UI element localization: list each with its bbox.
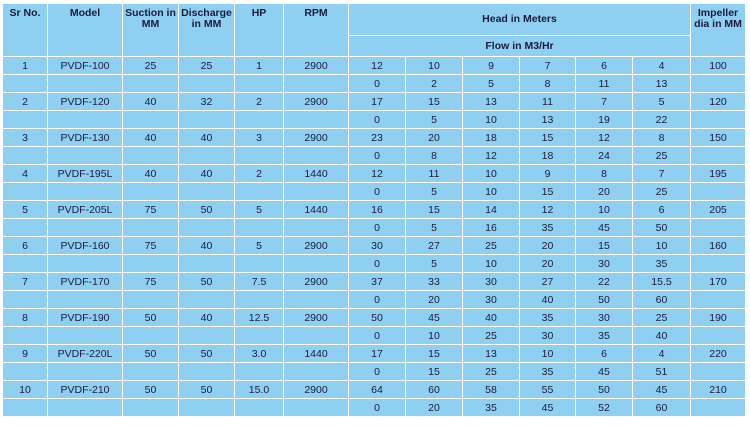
discharge-cell: 32 (179, 93, 235, 111)
empty-cell (3, 111, 48, 129)
table-row-flow (3, 147, 746, 165)
rpm-cell: 2900 (284, 273, 349, 291)
discharge-cell: 50 (179, 345, 235, 363)
empty-cell (3, 219, 48, 237)
discharge-cell: 40 (179, 237, 235, 255)
empty-cell (3, 363, 48, 381)
empty-cell (235, 75, 284, 93)
head-value-cell: 9 (520, 165, 576, 183)
table-row-flow (3, 183, 746, 201)
empty-cell (235, 327, 284, 345)
head-value-cell: 12 (576, 129, 633, 147)
flow-value-cell: 13 (520, 111, 576, 129)
empty-cell (179, 111, 235, 129)
discharge-cell: 50 (179, 381, 235, 399)
head-value-cell: 11 (520, 93, 576, 111)
impeller-cell: 100 (691, 57, 746, 75)
head-value-cell: 15 (576, 237, 633, 255)
head-value-cell: 15 (406, 93, 463, 111)
flow-value-cell: 19 (576, 111, 633, 129)
head-value-cell: 10 (463, 165, 520, 183)
discharge-cell: 50 (179, 201, 235, 219)
flow-value-cell: 18 (520, 147, 576, 165)
head-value-cell: 23 (349, 129, 406, 147)
flow-value-cell: 40 (520, 291, 576, 309)
head-value-cell: 58 (463, 381, 520, 399)
head-value-cell: 20 (406, 129, 463, 147)
head-value-cell: 25 (633, 309, 691, 327)
flow-value-cell: 40 (633, 327, 691, 345)
head-value-cell: 9 (463, 57, 520, 75)
model-cell: PVDF-100 (48, 57, 123, 75)
head-value-cell: 30 (349, 237, 406, 255)
head-value-cell: 6 (576, 345, 633, 363)
hp-cell: 5 (235, 237, 284, 255)
flow-value-cell: 10 (463, 111, 520, 129)
head-value-cell: 11 (406, 165, 463, 183)
discharge-cell: 40 (179, 129, 235, 147)
table-row-flow (3, 399, 746, 417)
head-value-cell: 50 (349, 309, 406, 327)
flow-value-cell: 25 (463, 327, 520, 345)
empty-cell (3, 183, 48, 201)
empty-cell (691, 183, 746, 201)
empty-cell (284, 75, 349, 93)
suction-cell: 50 (123, 309, 179, 327)
flow-value-cell: 15 (520, 183, 576, 201)
discharge-cell: 40 (179, 309, 235, 327)
empty-cell (48, 75, 123, 93)
empty-cell (691, 147, 746, 165)
flow-value-cell: 60 (633, 291, 691, 309)
pump-spec-table (2, 3, 746, 417)
rpm-cell: 2900 (284, 237, 349, 255)
flow-value-cell: 20 (406, 291, 463, 309)
empty-cell (691, 255, 746, 273)
impeller-cell: 150 (691, 129, 746, 147)
flow-value-cell: 5 (463, 75, 520, 93)
flow-value-cell: 35 (633, 255, 691, 273)
empty-cell (284, 111, 349, 129)
empty-cell (3, 327, 48, 345)
table-row-flow (3, 75, 746, 93)
flow-value-cell: 15 (406, 363, 463, 381)
hp-cell: 5 (235, 201, 284, 219)
head-value-cell: 20 (520, 237, 576, 255)
flow-value-cell: 0 (349, 255, 406, 273)
flow-value-cell: 10 (406, 327, 463, 345)
model-cell: PVDF-160 (48, 237, 123, 255)
empty-cell (3, 255, 48, 273)
head-value-cell: 25 (463, 237, 520, 255)
empty-cell (48, 111, 123, 129)
table-row (3, 93, 746, 111)
table-row (3, 273, 746, 291)
impeller-cell: 220 (691, 345, 746, 363)
flow-value-cell: 25 (633, 183, 691, 201)
empty-cell (284, 399, 349, 417)
head-value-cell: 10 (406, 57, 463, 75)
head-value-cell: 37 (349, 273, 406, 291)
header-hp: HP (235, 4, 284, 57)
empty-cell (235, 219, 284, 237)
flow-value-cell: 5 (406, 111, 463, 129)
head-value-cell: 55 (520, 381, 576, 399)
impeller-cell: 195 (691, 165, 746, 183)
flow-value-cell: 45 (576, 219, 633, 237)
sr-no-cell: 6 (3, 237, 48, 255)
flow-value-cell: 52 (576, 399, 633, 417)
table-row (3, 237, 746, 255)
empty-cell (3, 75, 48, 93)
hp-cell: 2 (235, 165, 284, 183)
head-value-cell: 10 (520, 345, 576, 363)
suction-cell: 50 (123, 345, 179, 363)
head-value-cell: 33 (406, 273, 463, 291)
table-row-flow (3, 291, 746, 309)
empty-cell (235, 363, 284, 381)
empty-cell (179, 255, 235, 273)
discharge-cell: 40 (179, 165, 235, 183)
empty-cell (179, 399, 235, 417)
head-value-cell: 12 (520, 201, 576, 219)
empty-cell (284, 255, 349, 273)
head-value-cell: 10 (633, 237, 691, 255)
empty-cell (284, 291, 349, 309)
flow-value-cell: 8 (406, 147, 463, 165)
head-value-cell: 15 (406, 201, 463, 219)
head-value-cell: 4 (633, 57, 691, 75)
flow-value-cell: 20 (520, 255, 576, 273)
flow-value-cell: 30 (576, 255, 633, 273)
sr-no-cell: 9 (3, 345, 48, 363)
rpm-cell: 2900 (284, 381, 349, 399)
table-row-flow (3, 363, 746, 381)
header-impeller-dia: Impeller dia in MM (691, 4, 746, 57)
empty-cell (235, 183, 284, 201)
flow-value-cell: 24 (576, 147, 633, 165)
flow-value-cell: 0 (349, 363, 406, 381)
flow-value-cell: 5 (406, 255, 463, 273)
hp-cell: 7.5 (235, 273, 284, 291)
head-value-cell: 64 (349, 381, 406, 399)
empty-cell (48, 363, 123, 381)
table-row (3, 165, 746, 183)
empty-cell (3, 399, 48, 417)
empty-cell (123, 327, 179, 345)
empty-cell (3, 291, 48, 309)
head-value-cell: 16 (349, 201, 406, 219)
empty-cell (284, 147, 349, 165)
flow-value-cell: 35 (576, 327, 633, 345)
table-row-flow (3, 327, 746, 345)
suction-cell: 25 (123, 57, 179, 75)
header-suction: Suction in MM (123, 4, 179, 57)
impeller-cell: 160 (691, 237, 746, 255)
empty-cell (179, 183, 235, 201)
flow-value-cell: 11 (576, 75, 633, 93)
head-value-cell: 30 (576, 309, 633, 327)
model-cell: PVDF-220L (48, 345, 123, 363)
empty-cell (284, 183, 349, 201)
table-row (3, 201, 746, 219)
hp-cell: 3 (235, 129, 284, 147)
empty-cell (123, 183, 179, 201)
flow-value-cell: 10 (463, 255, 520, 273)
model-cell: PVDF-205L (48, 201, 123, 219)
empty-cell (691, 363, 746, 381)
sr-no-cell: 8 (3, 309, 48, 327)
head-value-cell: 7 (520, 57, 576, 75)
table-row (3, 57, 746, 75)
suction-cell: 40 (123, 93, 179, 111)
flow-value-cell: 50 (576, 291, 633, 309)
hp-cell: 15.0 (235, 381, 284, 399)
empty-cell (3, 147, 48, 165)
head-value-cell: 17 (349, 93, 406, 111)
flow-value-cell: 35 (520, 219, 576, 237)
sr-no-cell: 4 (3, 165, 48, 183)
flow-value-cell: 30 (520, 327, 576, 345)
rpm-cell: 2900 (284, 129, 349, 147)
empty-cell (284, 219, 349, 237)
empty-cell (179, 219, 235, 237)
head-value-cell: 6 (633, 201, 691, 219)
head-value-cell: 22 (576, 273, 633, 291)
flow-value-cell: 5 (406, 219, 463, 237)
flow-value-cell: 0 (349, 147, 406, 165)
head-value-cell: 8 (633, 129, 691, 147)
rpm-cell: 2900 (284, 93, 349, 111)
header-sr-no: Sr No. (3, 4, 48, 57)
empty-cell (123, 399, 179, 417)
sr-no-cell: 1 (3, 57, 48, 75)
empty-cell (691, 399, 746, 417)
flow-value-cell: 20 (576, 183, 633, 201)
empty-cell (123, 255, 179, 273)
sr-no-cell: 10 (3, 381, 48, 399)
header-discharge: Discharge in MM (179, 4, 235, 57)
empty-cell (179, 291, 235, 309)
model-cell: PVDF-120 (48, 93, 123, 111)
flow-value-cell: 10 (463, 183, 520, 201)
model-cell: PVDF-190 (48, 309, 123, 327)
header-rpm: RPM (284, 4, 349, 57)
head-value-cell: 6 (576, 57, 633, 75)
flow-value-cell: 45 (520, 399, 576, 417)
header-head-in-meters: Head in Meters (349, 4, 691, 36)
model-cell: PVDF-170 (48, 273, 123, 291)
flow-value-cell: 5 (406, 183, 463, 201)
flow-value-cell: 20 (406, 399, 463, 417)
empty-cell (123, 219, 179, 237)
empty-cell (179, 327, 235, 345)
empty-cell (48, 291, 123, 309)
empty-cell (284, 327, 349, 345)
flow-value-cell: 25 (633, 147, 691, 165)
head-value-cell: 12 (349, 165, 406, 183)
head-value-cell: 45 (406, 309, 463, 327)
impeller-cell: 120 (691, 93, 746, 111)
sr-no-cell: 7 (3, 273, 48, 291)
head-value-cell: 40 (463, 309, 520, 327)
head-value-cell: 60 (406, 381, 463, 399)
head-value-cell: 15 (406, 345, 463, 363)
head-value-cell: 27 (406, 237, 463, 255)
sr-no-cell: 3 (3, 129, 48, 147)
head-value-cell: 50 (576, 381, 633, 399)
empty-cell (691, 327, 746, 345)
head-value-cell: 15.5 (633, 273, 691, 291)
table-row (3, 345, 746, 363)
suction-cell: 75 (123, 237, 179, 255)
empty-cell (123, 363, 179, 381)
head-value-cell: 13 (463, 93, 520, 111)
rpm-cell: 1440 (284, 165, 349, 183)
head-value-cell: 45 (633, 381, 691, 399)
flow-value-cell: 30 (463, 291, 520, 309)
empty-cell (691, 75, 746, 93)
empty-cell (48, 399, 123, 417)
flow-value-cell: 60 (633, 399, 691, 417)
empty-cell (48, 255, 123, 273)
head-value-cell: 30 (463, 273, 520, 291)
head-value-cell: 35 (520, 309, 576, 327)
head-value-cell: 27 (520, 273, 576, 291)
empty-cell (48, 183, 123, 201)
model-cell: PVDF-210 (48, 381, 123, 399)
flow-value-cell: 16 (463, 219, 520, 237)
empty-cell (179, 363, 235, 381)
head-value-cell: 12 (349, 57, 406, 75)
hp-cell: 3.0 (235, 345, 284, 363)
empty-cell (123, 147, 179, 165)
table-row (3, 309, 746, 327)
flow-value-cell: 22 (633, 111, 691, 129)
head-value-cell: 17 (349, 345, 406, 363)
flow-value-cell: 12 (463, 147, 520, 165)
hp-cell: 2 (235, 93, 284, 111)
flow-value-cell: 0 (349, 75, 406, 93)
empty-cell (284, 363, 349, 381)
suction-cell: 75 (123, 273, 179, 291)
flow-value-cell: 0 (349, 219, 406, 237)
table-row-flow (3, 255, 746, 273)
flow-value-cell: 25 (463, 363, 520, 381)
model-cell: PVDF-195L (48, 165, 123, 183)
empty-cell (235, 111, 284, 129)
head-value-cell: 18 (463, 129, 520, 147)
flow-value-cell: 0 (349, 291, 406, 309)
head-value-cell: 4 (633, 345, 691, 363)
flow-value-cell: 0 (349, 399, 406, 417)
suction-cell: 40 (123, 129, 179, 147)
flow-value-cell: 45 (576, 363, 633, 381)
flow-value-cell: 51 (633, 363, 691, 381)
flow-value-cell: 0 (349, 183, 406, 201)
rpm-cell: 2900 (284, 309, 349, 327)
rpm-cell: 2900 (284, 57, 349, 75)
empty-cell (691, 219, 746, 237)
sr-no-cell: 5 (3, 201, 48, 219)
table-row-flow (3, 111, 746, 129)
head-value-cell: 10 (576, 201, 633, 219)
empty-cell (48, 219, 123, 237)
rpm-cell: 1440 (284, 201, 349, 219)
rpm-cell: 1440 (284, 345, 349, 363)
empty-cell (235, 291, 284, 309)
impeller-cell: 170 (691, 273, 746, 291)
empty-cell (235, 255, 284, 273)
flow-value-cell: 13 (633, 75, 691, 93)
empty-cell (235, 399, 284, 417)
flow-value-cell: 8 (520, 75, 576, 93)
suction-cell: 40 (123, 165, 179, 183)
flow-value-cell: 2 (406, 75, 463, 93)
empty-cell (235, 147, 284, 165)
discharge-cell: 50 (179, 273, 235, 291)
empty-cell (691, 111, 746, 129)
pump-spec-table-container (2, 3, 746, 417)
head-value-cell: 5 (633, 93, 691, 111)
empty-cell (691, 291, 746, 309)
empty-cell (179, 147, 235, 165)
suction-cell: 75 (123, 201, 179, 219)
impeller-cell: 205 (691, 201, 746, 219)
empty-cell (123, 291, 179, 309)
suction-cell: 50 (123, 381, 179, 399)
flow-value-cell: 0 (349, 111, 406, 129)
empty-cell (48, 327, 123, 345)
head-value-cell: 15 (520, 129, 576, 147)
head-value-cell: 8 (576, 165, 633, 183)
empty-cell (48, 147, 123, 165)
table-row (3, 129, 746, 147)
flow-value-cell: 35 (520, 363, 576, 381)
head-value-cell: 7 (576, 93, 633, 111)
empty-cell (179, 75, 235, 93)
flow-value-cell: 35 (463, 399, 520, 417)
flow-value-cell: 0 (349, 327, 406, 345)
discharge-cell: 25 (179, 57, 235, 75)
hp-cell: 12.5 (235, 309, 284, 327)
head-value-cell: 7 (633, 165, 691, 183)
table-body (3, 57, 746, 417)
table-row-flow (3, 219, 746, 237)
table-row (3, 381, 746, 399)
header-flow: Flow in M3/Hr (349, 36, 691, 57)
impeller-cell: 190 (691, 309, 746, 327)
model-cell: PVDF-130 (48, 129, 123, 147)
empty-cell (123, 111, 179, 129)
flow-value-cell: 50 (633, 219, 691, 237)
impeller-cell: 210 (691, 381, 746, 399)
sr-no-cell: 2 (3, 93, 48, 111)
empty-cell (123, 75, 179, 93)
hp-cell: 1 (235, 57, 284, 75)
header-model: Model (48, 4, 123, 57)
head-value-cell: 13 (463, 345, 520, 363)
head-value-cell: 14 (463, 201, 520, 219)
